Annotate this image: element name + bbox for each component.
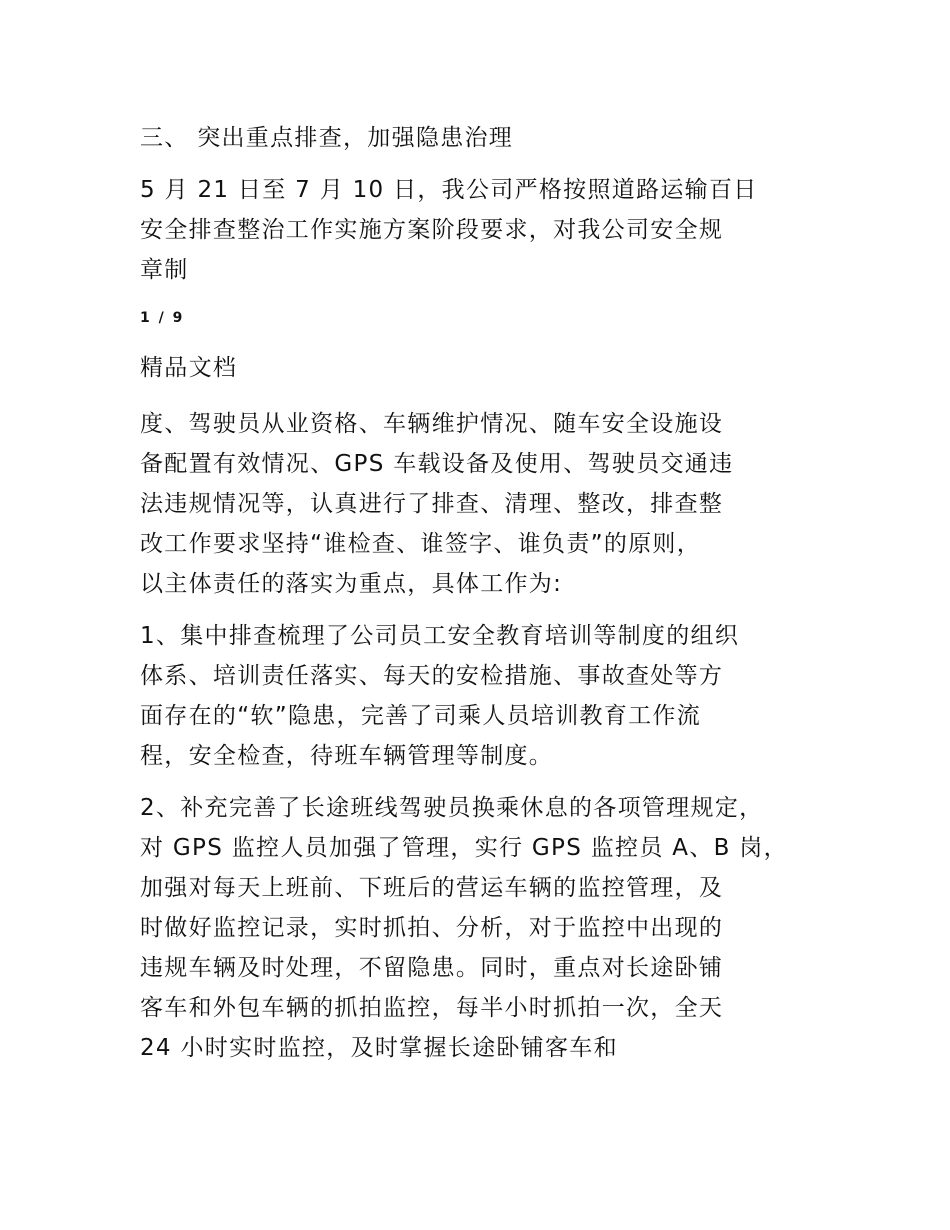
- item1-line: 1、集中排查梳理了公司员工安全教育培训等制度的组织: [140, 623, 740, 649]
- item2-line: 2、补充完善了长途班线驾驶员换乘休息的各项管理规定，: [140, 795, 764, 821]
- document-content: [140, 118, 840, 1068]
- list-item-2: [140, 788, 840, 1068]
- continued-line: 备配置有效情况、GPS 车载设备及使用、驾驶员交通违: [140, 451, 734, 477]
- page-number: 1 / 9: [140, 310, 185, 326]
- item1-line: 体系、培训责任落实、每天的安检措施、事故查处等方: [140, 663, 724, 689]
- list-item-1: [140, 616, 840, 776]
- item2-line: 24 小时实时监控，及时掌握长途卧铺客车和: [140, 1035, 618, 1061]
- intro-line: 章制: [140, 257, 189, 283]
- item1-line: 程，安全检查，待班车辆管理等制度。: [140, 743, 554, 769]
- continued-line: 度、驾驶员从业资格、车辆维护情况、随车安全设施设: [140, 411, 724, 437]
- intro-line: 5 月 21 日至 7 月 10 日，我公司严格按照道路运输百日: [140, 177, 758, 203]
- intro-paragraph: [140, 170, 840, 290]
- intro-line: 安全排查整治工作实施方案阶段要求，对我公司安全规: [140, 217, 724, 243]
- section-heading: 三、 突出重点排查，加强隐患治理: [140, 125, 514, 151]
- item2-line: 时做好监控记录，实时抓拍、分析，对于监控中出现的: [140, 915, 724, 941]
- continued-paragraph: [140, 404, 840, 604]
- item1-line: 面存在的“软”隐患，完善了司乘人员培训教育工作流: [140, 703, 702, 729]
- item2-line: 客车和外包车辆的抓拍监控，每半小时抓拍一次，全天: [140, 995, 724, 1021]
- item2-line: 违规车辆及时处理，不留隐患。同时，重点对长途卧铺: [140, 955, 724, 981]
- continued-line: 改工作要求坚持“谁检查、谁签字、谁负责”的原则，: [140, 531, 702, 557]
- continued-line: 法违规情况等，认真进行了排查、清理、整改，排查整: [140, 491, 724, 517]
- item2-line: 加强对每天上班前、下班后的营运车辆的监控管理，及: [140, 875, 724, 901]
- item2-line: 对 GPS 监控人员加强了管理，实行 GPS 监控员 A、B 岗，: [140, 835, 788, 861]
- document-label: 精品文档: [140, 355, 238, 381]
- continued-line: 以主体责任的落实为重点，具体工作为:: [140, 571, 563, 597]
